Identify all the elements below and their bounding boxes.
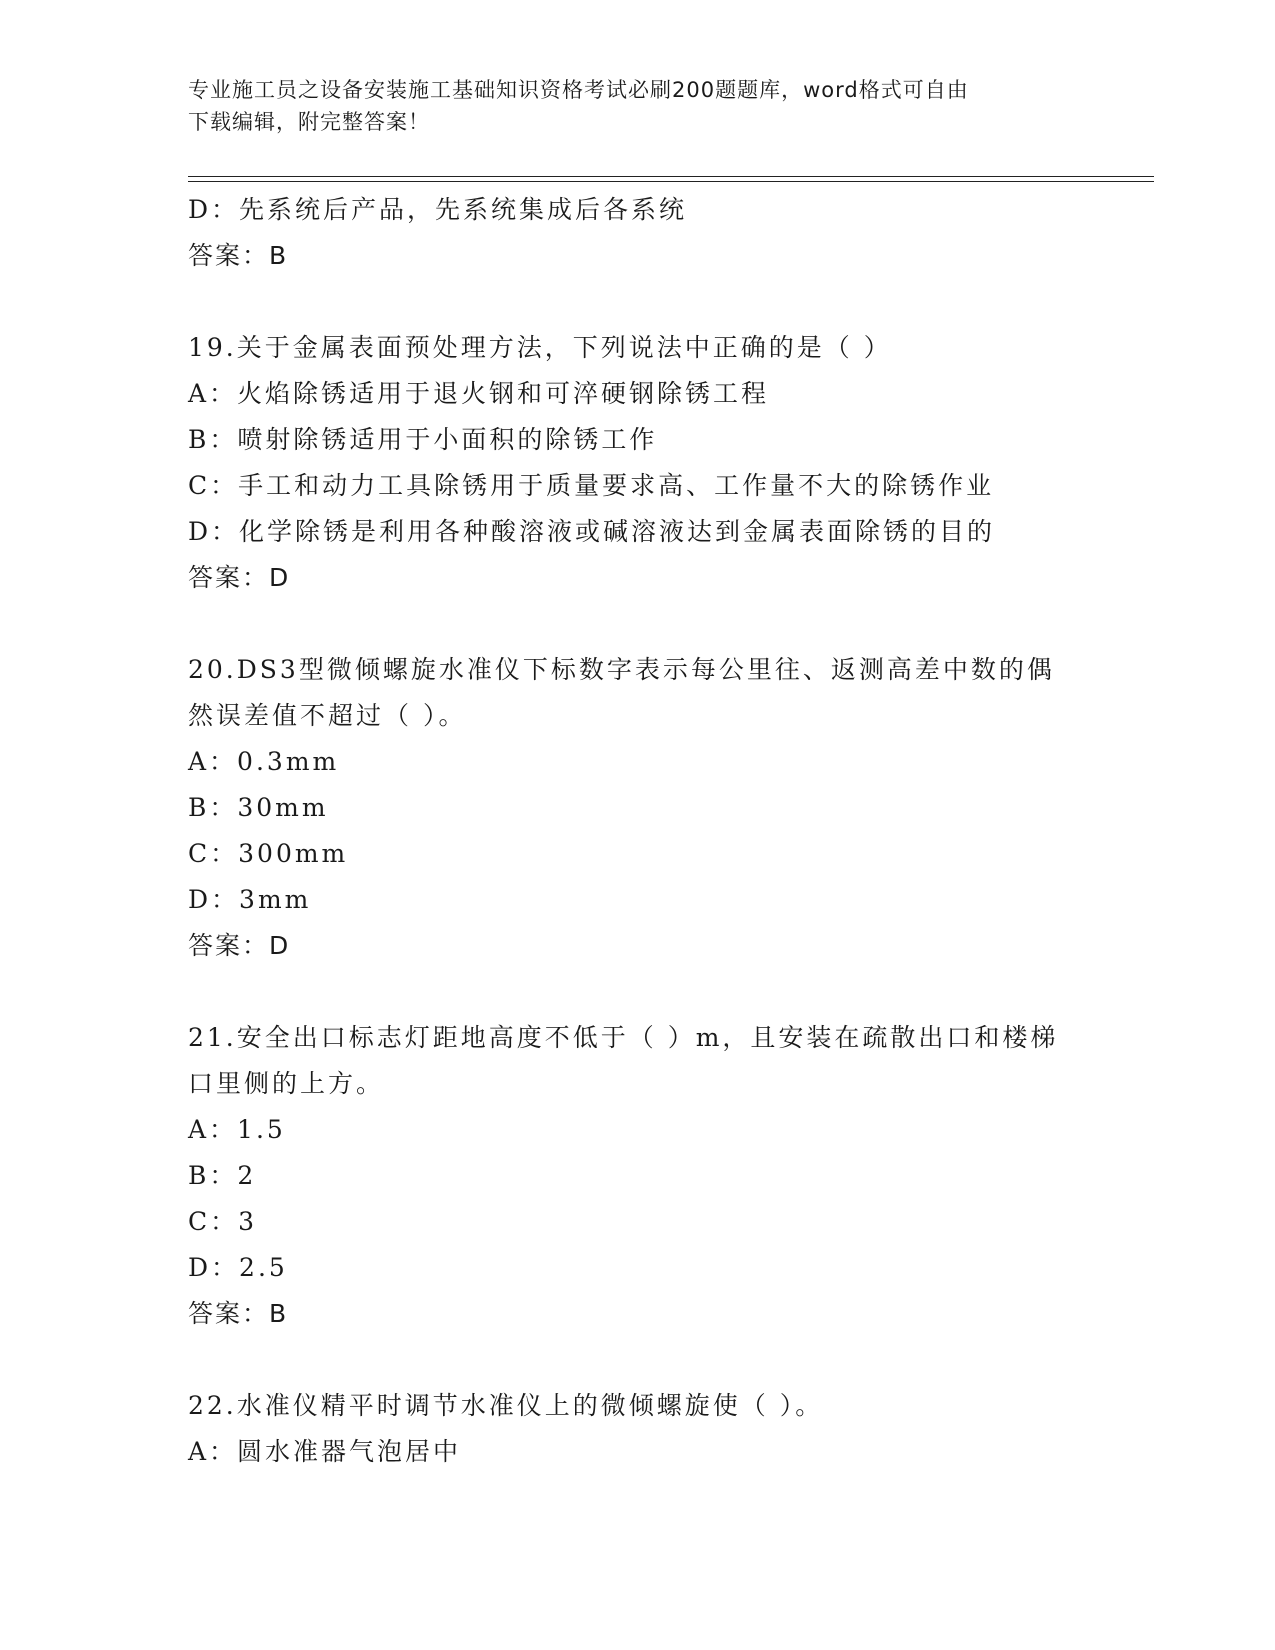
question-stem-continued: 然误差值不超过（ ）。 bbox=[188, 701, 467, 730]
document-body bbox=[188, 187, 1088, 1475]
option-a: A：圆水准器气泡居中 bbox=[188, 1437, 462, 1466]
option-a: A：0.3mm bbox=[188, 747, 340, 776]
spacer bbox=[188, 969, 1088, 1015]
spacer bbox=[188, 1337, 1088, 1383]
answer-line: 答案：D bbox=[188, 563, 291, 592]
spacer bbox=[188, 601, 1088, 647]
answer-line: 答案：D bbox=[188, 931, 291, 960]
document-header bbox=[188, 74, 1088, 138]
header-divider-top bbox=[188, 176, 1154, 177]
option-b: B：30mm bbox=[188, 793, 329, 822]
header-line-2: 下载编辑，附完整答案！ bbox=[188, 110, 430, 134]
option-d: D：化学除锈是利用各种酸溶液或碱溶液达到金属表面除锈的目的 bbox=[188, 517, 996, 546]
question-stem: 21.安全出口标志灯距地高度不低于（ ）m，且安装在疏散出口和楼梯 bbox=[188, 1023, 1059, 1052]
option-c: C：手工和动力工具除锈用于质量要求高、工作量不大的除锈作业 bbox=[188, 471, 995, 500]
option-a: A：火焰除锈适用于退火钢和可淬硬钢除锈工程 bbox=[188, 379, 770, 408]
option-b: B：喷射除锈适用于小面积的除锈工作 bbox=[188, 425, 658, 454]
answer-line: 答案：B bbox=[188, 1299, 289, 1328]
option-d: D：2.5 bbox=[188, 1253, 288, 1282]
option-b: B：2 bbox=[188, 1161, 257, 1190]
question-21 bbox=[188, 1015, 1088, 1337]
option-d: D：先系统后产品，先系统集成后各系统 bbox=[188, 195, 688, 224]
question-stem: 19.关于金属表面预处理方法，下列说法中正确的是（ ） bbox=[188, 333, 892, 362]
question-19 bbox=[188, 325, 1088, 601]
header-divider-bottom bbox=[188, 181, 1154, 182]
question-stem-continued: 口里侧的上方。 bbox=[188, 1069, 385, 1098]
question-22 bbox=[188, 1383, 1088, 1475]
option-a: A：1.5 bbox=[188, 1115, 286, 1144]
question-stem: 20.DS3型微倾螺旋水准仪下标数字表示每公里往、返测高差中数的偶 bbox=[188, 655, 1055, 684]
question-20 bbox=[188, 647, 1088, 969]
option-c: C：300mm bbox=[188, 839, 349, 868]
option-c: C：3 bbox=[188, 1207, 258, 1236]
spacer bbox=[188, 279, 1088, 325]
header-line-1: 专业施工员之设备安装施工基础知识资格考试必刷200题题库，word格式可自由 bbox=[188, 78, 969, 102]
option-d: D：3mm bbox=[188, 885, 312, 914]
question-stem: 22.水准仪精平时调节水准仪上的微倾螺旋使（ ）。 bbox=[188, 1391, 824, 1420]
question-18-tail bbox=[188, 187, 1088, 279]
answer-line: 答案：B bbox=[188, 241, 289, 270]
